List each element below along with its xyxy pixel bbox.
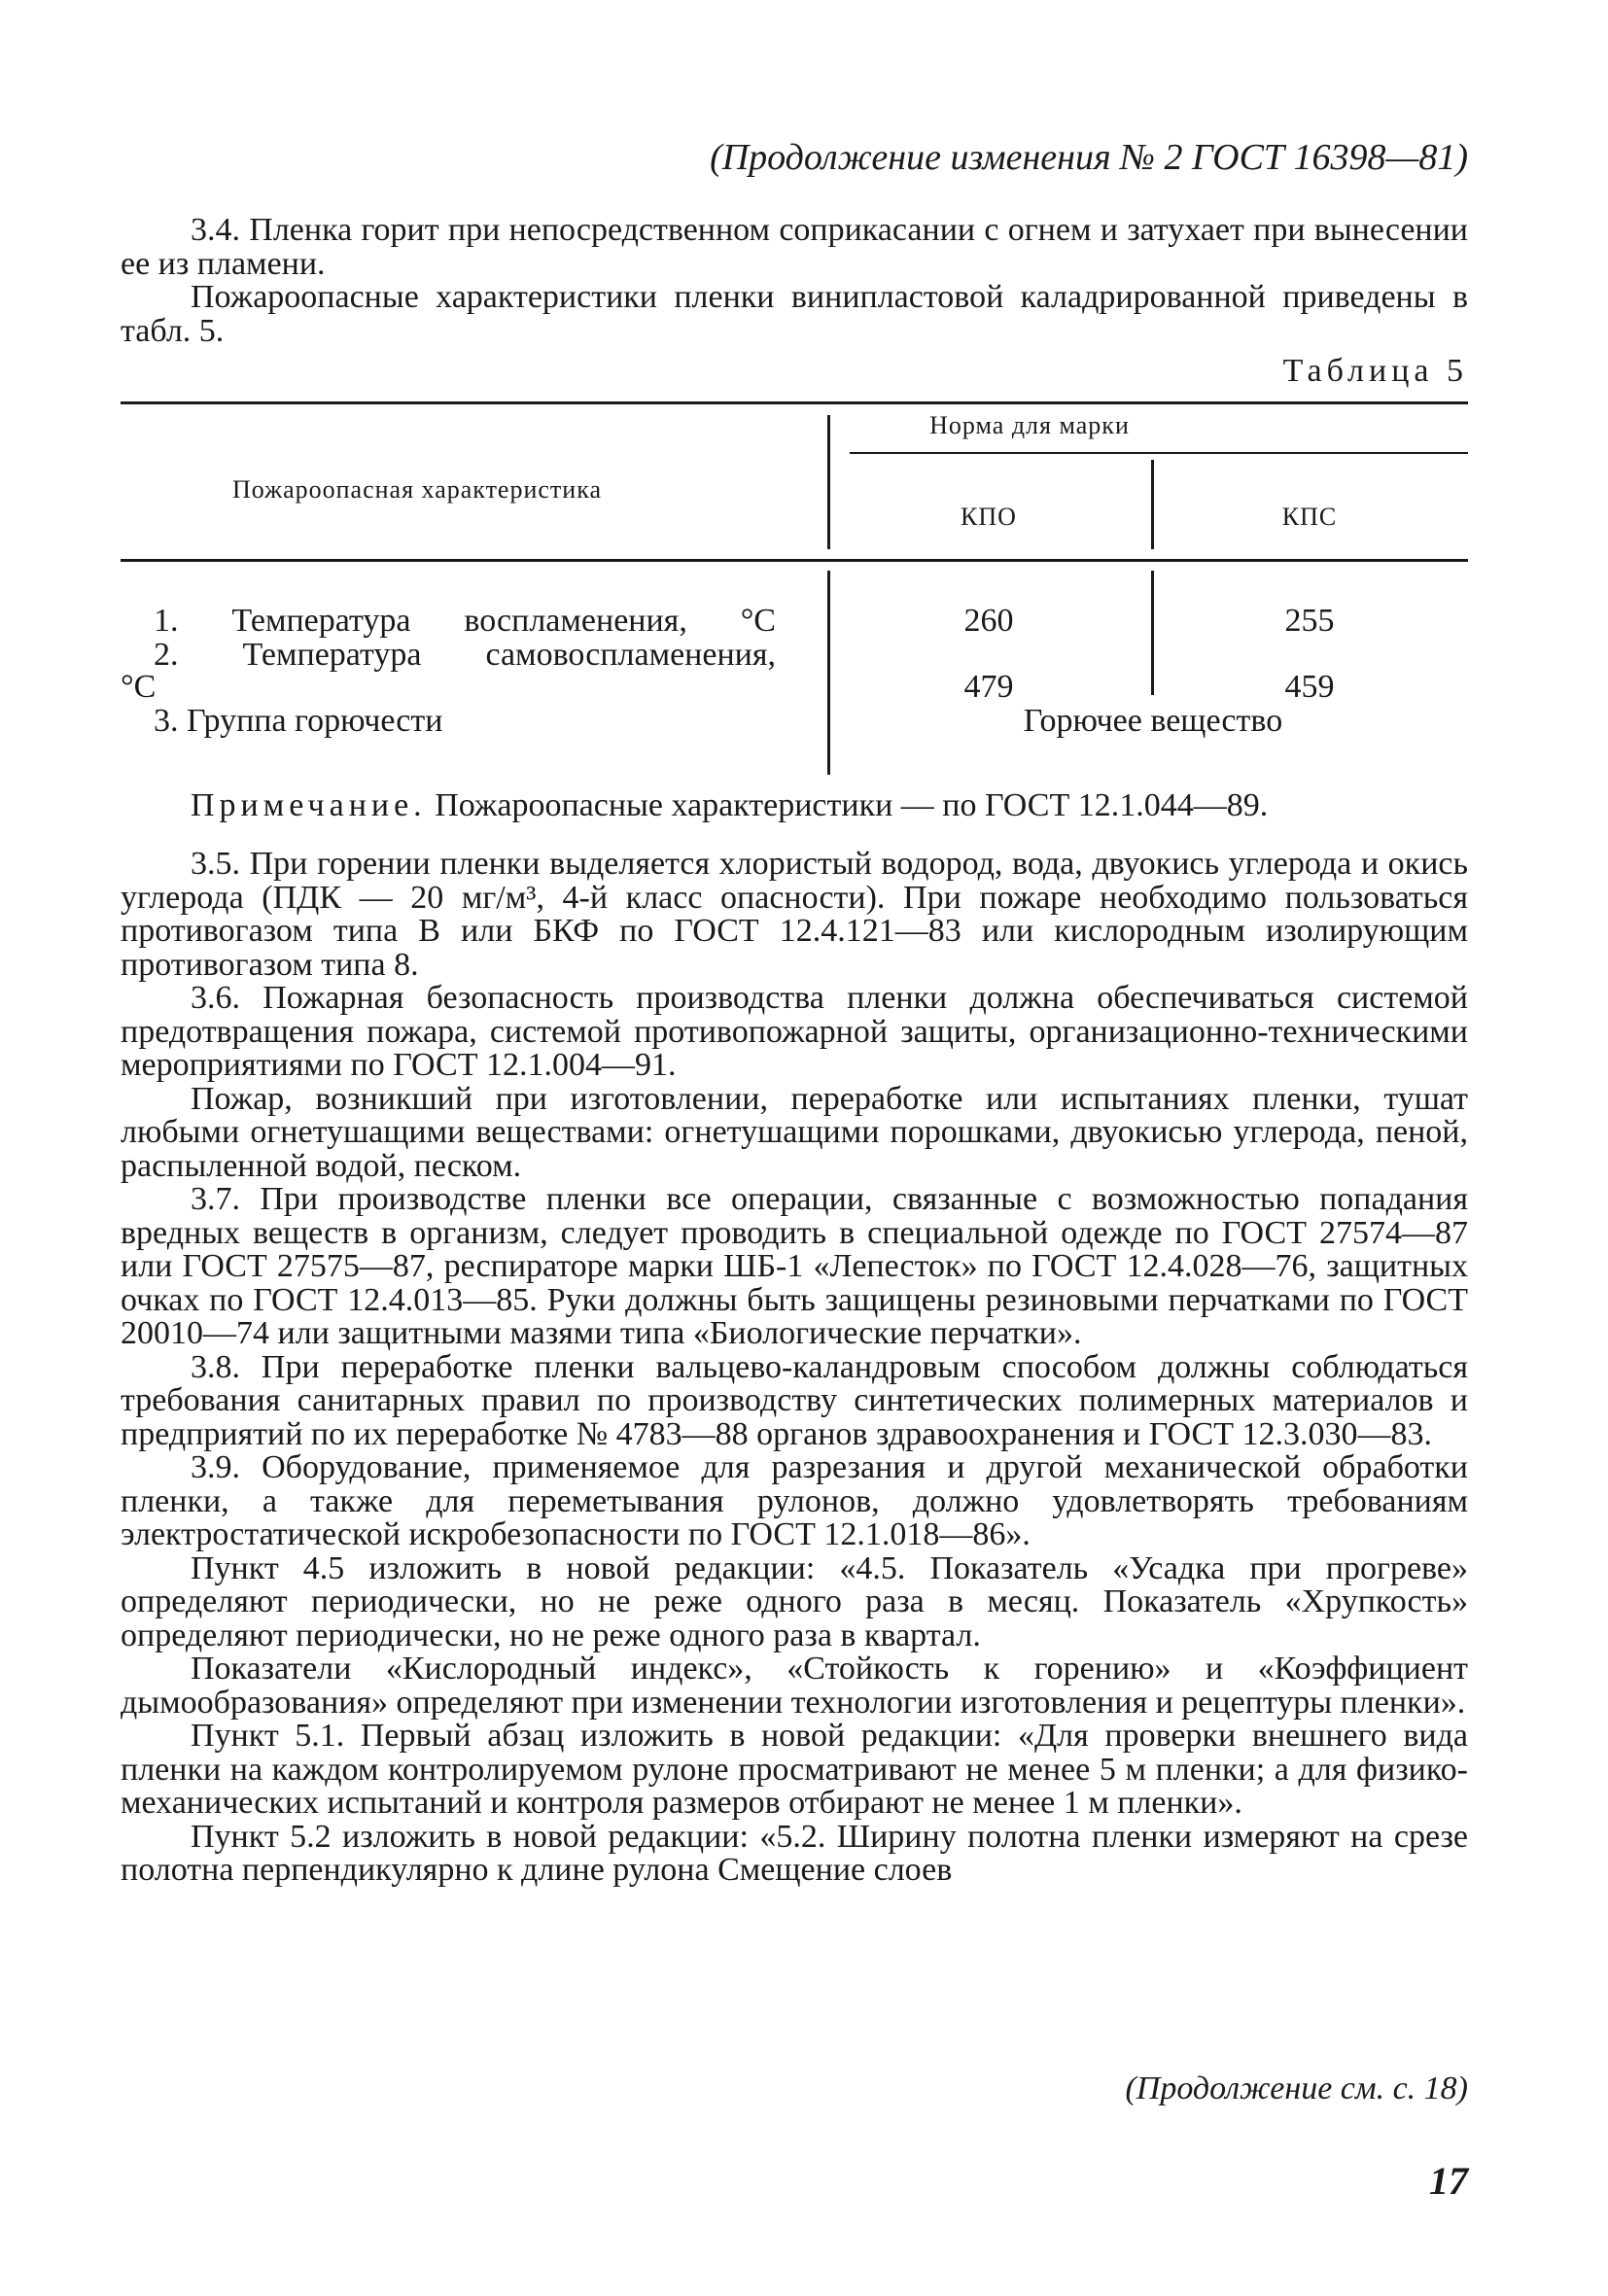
continuation-footer: (Продолжение см. с. 18) bbox=[1125, 2070, 1468, 2106]
paragraph: Пожароопасные характеристики пленки винипластовой каладрированной приведены в табл. 5. bbox=[121, 279, 1468, 349]
main-text bbox=[121, 848, 1468, 1888]
row-3-merged-value: Горючее вещество bbox=[1023, 703, 1283, 739]
row-2-label-cont: °С bbox=[121, 669, 157, 705]
continuation-header: (Продолжение изменения № 2 ГОСТ 16398—81) bbox=[710, 137, 1468, 178]
paragraph: 3.6. Пожарная безопасность производства пленки должна обеспечиваться системой предотвращения пожара, системой противопожарной защиты, организационно-техническими мероприятиями по ГОСТ 12.1.004—91. bbox=[121, 980, 1468, 1083]
paragraph: Пункт 5.2 изложить в новой редакции: «5.2. Ширину полотна пленки измеряют на срезе полотна перпендикулярно к длине рулона Смещение слоев bbox=[121, 1818, 1468, 1888]
header-kps: КПС bbox=[1281, 503, 1338, 531]
paragraph: 3.9. Оборудование, применяемое для разрезания и другой механической обработки пленки, а также для переметывания рулонов, должно удовлетворять требованиям электростатической искробезопасности по ГОСТ 12.1.018—86». bbox=[121, 1449, 1468, 1552]
body-subcolumn-divider bbox=[1151, 571, 1154, 695]
body-column-divider bbox=[827, 571, 830, 775]
note-label: Примечание. bbox=[191, 787, 427, 823]
paragraph: Пункт 5.1. Первый абзац изложить в новой редакции: «Для проверки внешнего вида пленки на каждом контролируемом рулоне просматривают не менее 5 м пленки; а для физико-механических испытаний и контроля размеров отбирают не менее 1 м пленки». bbox=[121, 1718, 1468, 1821]
row-1-label: 1. Температура воспламенения, °С bbox=[154, 603, 776, 639]
fire-hazard-table bbox=[121, 394, 1468, 778]
table-top-rule bbox=[121, 401, 1468, 404]
header-subcolumn-divider bbox=[1151, 460, 1154, 549]
table-title: Таблица 5 bbox=[1282, 353, 1468, 389]
row-1-kpo: 260 bbox=[963, 603, 1014, 639]
header-kpo: КПО bbox=[961, 503, 1017, 531]
paragraph: 3.7. При производстве пленки все операции, связанные с возможностью попадания вредных веществ в организм, следует проводить в специальной одежде по ГОСТ 27574—87 или ГОСТ 27575—87, респираторе марки ШБ-1 «Лепесток» по ГОСТ 12.4.028—76, защитных очках по ГОСТ 12.4.013—85. Руки должны быть защищены резиновыми перчатками по ГОСТ 20010—74 или защитными мазями типа «Биологические перчатки». bbox=[121, 1181, 1468, 1351]
group-header-rule bbox=[850, 452, 1468, 454]
paragraph: 3.5. При горении пленки выделяется хлористый водород, вода, двуокись углерода и окись углерода (ПДК — 20 мг/м³, 4-й класс опасности). При пожаре необходимо пользоваться противогазом типа В или БКФ по ГОСТ 12.4.121—83 или кислородным изолирующим противогазом типа 8. bbox=[121, 846, 1468, 983]
page-number: 17 bbox=[1429, 2159, 1468, 2203]
table-header-rule bbox=[121, 559, 1468, 562]
paragraph: Пункт 4.5 изложить в новой редакции: «4.5. Показатель «Усадка при прогреве» определяют периодически, но не реже одного раза в месяц. Показатель «Хрупкость» определяют периодически, но не реже одного раза в квартал. bbox=[121, 1549, 1468, 1653]
table-note bbox=[191, 787, 1470, 824]
header-characteristic: Пожароопасная характеристика bbox=[232, 475, 602, 504]
header-norm-group: Норма для марки bbox=[929, 411, 1130, 439]
row-2-kps: 459 bbox=[1284, 669, 1335, 705]
paragraph: 3.4. Пленка горит при непосредственном соприкасании с огнем и затухает при вынесении ее из пламени. bbox=[121, 212, 1468, 282]
row-3-label: 3. Группа горючести bbox=[154, 703, 443, 739]
header-column-divider bbox=[827, 415, 830, 549]
row-1-kps: 255 bbox=[1284, 603, 1335, 639]
intro-text bbox=[121, 214, 1468, 348]
paragraph: 3.8. При переработке пленки вальцево-каландровым способом должны соблюдаться требования санитарных правил по производству синтетических полимерных материалов и предприятий по их переработке № 4783—88 органов здравоохранения и ГОСТ 12.3.030—83. bbox=[121, 1348, 1468, 1452]
row-2-kpo: 479 bbox=[963, 669, 1014, 705]
paragraph: Пожар, возникший при изготовлении, переработке или испытаниях пленки, тушат любыми огнетушащими веществами: огнетушащими порошками, двуокисью углерода, пеной, распыленной водой, песком. bbox=[121, 1080, 1468, 1184]
row-2-label: 2. Температура самовоспламенения, bbox=[154, 637, 776, 673]
paragraph: Показатели «Кислородный индекс», «Стойкость к горению» и «Коэффициент дымообразования» определяют при изменении технологии изготовления и рецептуры пленки». bbox=[121, 1651, 1468, 1721]
note-text: Пожароопасные характеристики — по ГОСТ 12.1.044—89. bbox=[426, 787, 1269, 823]
